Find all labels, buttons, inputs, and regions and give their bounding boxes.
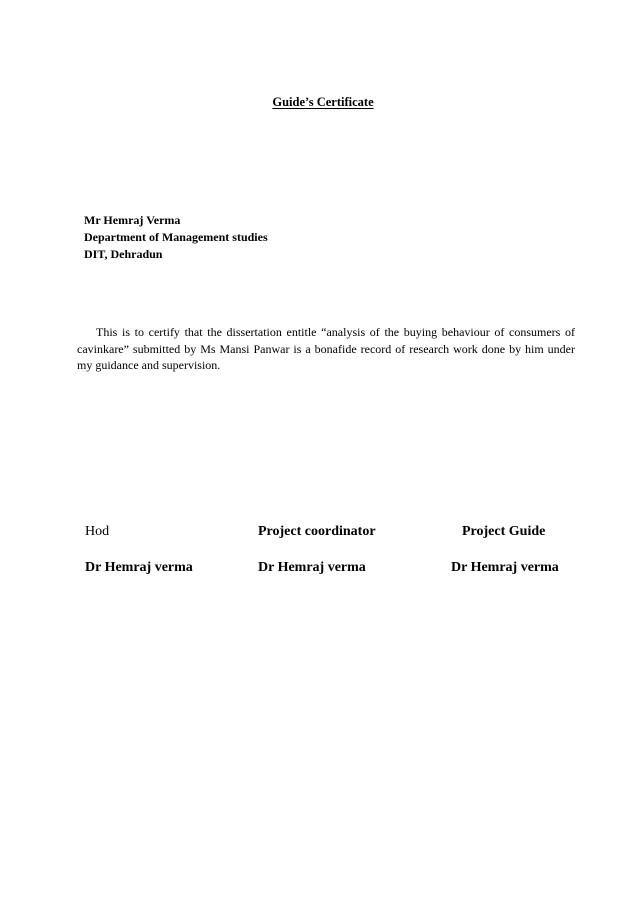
guide-name: Mr Hemraj Verma — [84, 213, 181, 227]
signature-role-coordinator: Project coordinator — [258, 524, 376, 539]
signature-project-guide — [451, 522, 561, 577]
page-title: Guide’s Certificate — [272, 95, 374, 109]
signature-role-hod: Hod — [85, 524, 110, 539]
signature-role-guide: Project Guide — [462, 524, 546, 539]
certificate-body: This is to certify that the dissertation entitle “analysis of the buying behaviour of consumers of cavinkare” submitted by Ms Mansi Panwar is a bonafide record of research work done by him under my guidance and supervision. — [77, 325, 575, 372]
guide-address-block — [84, 212, 268, 263]
signature-name-coordinator: Dr Hemraj verma — [258, 560, 366, 575]
signature-name-hod: Dr Hemraj verma — [85, 560, 193, 575]
signature-hod — [85, 522, 193, 577]
guide-institute: DIT, Dehradun — [84, 247, 163, 261]
signature-name-guide: Dr Hemraj verma — [451, 560, 559, 575]
guide-department: Department of Management studies — [84, 230, 268, 244]
signature-project-coordinator — [258, 522, 376, 577]
